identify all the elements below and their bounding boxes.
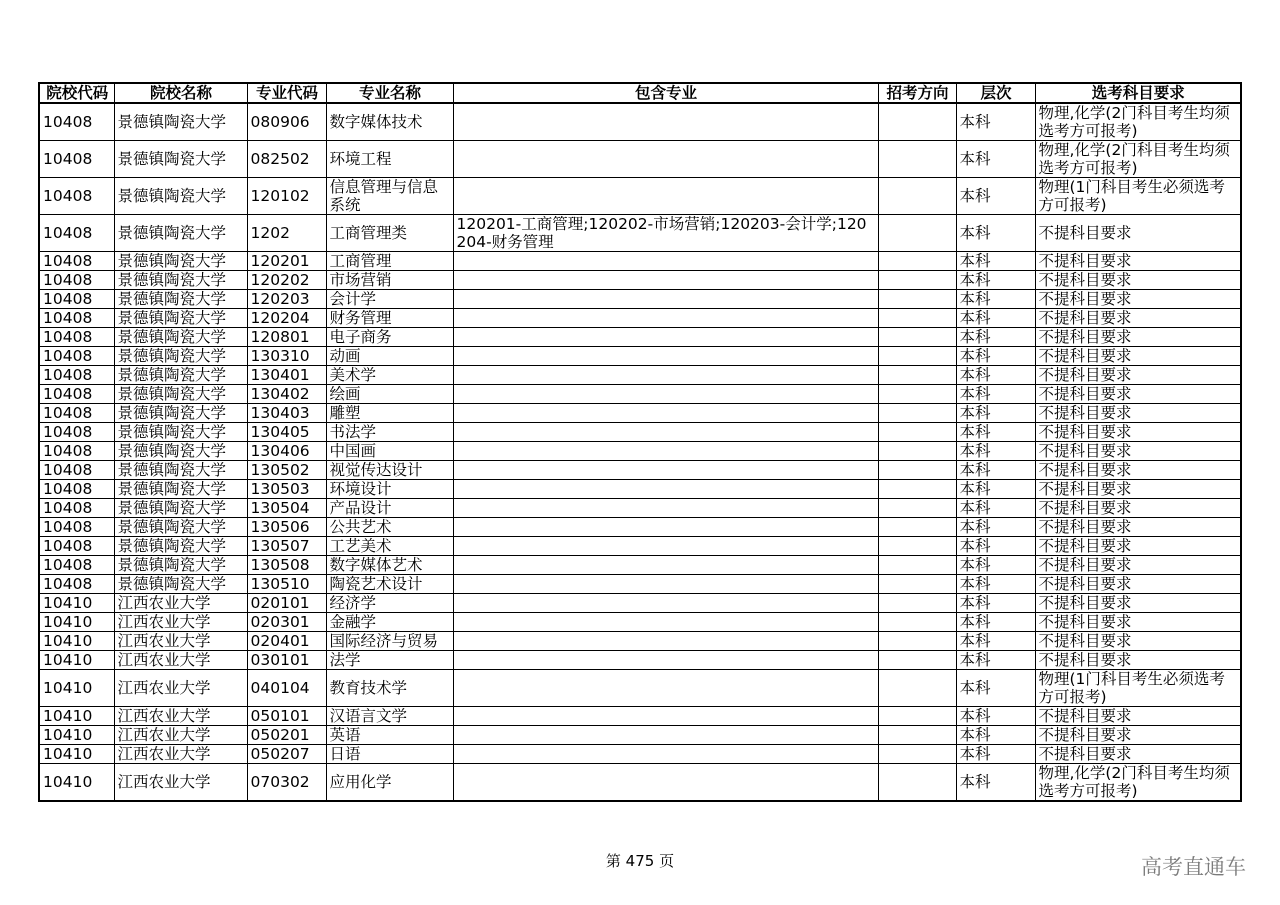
school-name-cell: 景德镇陶瓷大学 (114, 518, 247, 537)
school-name-cell: 江西农业大学 (114, 632, 247, 651)
table-row (39, 518, 1241, 537)
admission-direction-cell (878, 745, 956, 764)
major-name-cell: 日语 (326, 745, 453, 764)
school-name-cell: 景德镇陶瓷大学 (114, 178, 247, 215)
school-code-cell: 10408 (39, 252, 114, 271)
subject-requirement-cell: 不提科目要求 (1035, 556, 1241, 575)
level-cell: 本科 (956, 480, 1035, 499)
school-name-cell: 景德镇陶瓷大学 (114, 442, 247, 461)
major-code-cell: 120204 (247, 309, 326, 328)
table-row (39, 726, 1241, 745)
level-cell: 本科 (956, 404, 1035, 423)
major-name-cell: 环境设计 (326, 480, 453, 499)
subject-requirement-cell: 不提科目要求 (1035, 366, 1241, 385)
level-cell: 本科 (956, 556, 1035, 575)
table-row (39, 632, 1241, 651)
major-code-cell: 130502 (247, 461, 326, 480)
major-code-cell: 020401 (247, 632, 326, 651)
major-name-cell: 环境工程 (326, 141, 453, 178)
level-cell: 本科 (956, 461, 1035, 480)
subject-requirement-cell: 物理(1门科目考生必须选考方可报考) (1035, 178, 1241, 215)
level-cell: 本科 (956, 385, 1035, 404)
admission-direction-cell (878, 518, 956, 537)
school-name-cell: 江西农业大学 (114, 764, 247, 802)
school-code-cell: 10410 (39, 613, 114, 632)
major-code-cell: 1202 (247, 215, 326, 252)
major-name-cell: 工商管理类 (326, 215, 453, 252)
table-row (39, 271, 1241, 290)
major-code-cell: 050101 (247, 707, 326, 726)
school-name-cell: 景德镇陶瓷大学 (114, 556, 247, 575)
admission-direction-cell (878, 271, 956, 290)
school-code-cell: 10410 (39, 707, 114, 726)
table-header (39, 83, 1241, 103)
major-code-cell: 120203 (247, 290, 326, 309)
subject-requirement-cell: 不提科目要求 (1035, 252, 1241, 271)
level-cell: 本科 (956, 178, 1035, 215)
major-name-cell: 动画 (326, 347, 453, 366)
table-row (39, 141, 1241, 178)
major-name-cell: 经济学 (326, 594, 453, 613)
major-name-cell: 工商管理 (326, 252, 453, 271)
level-cell: 本科 (956, 290, 1035, 309)
included-majors-cell (453, 404, 878, 423)
included-majors-cell (453, 178, 878, 215)
admission-direction-cell (878, 461, 956, 480)
included-majors-cell (453, 499, 878, 518)
subject-requirement-cell: 不提科目要求 (1035, 632, 1241, 651)
major-name-cell: 市场营销 (326, 271, 453, 290)
school-code-cell: 10408 (39, 328, 114, 347)
header-major-name: 专业名称 (326, 83, 453, 103)
admission-direction-cell (878, 613, 956, 632)
admission-direction-cell (878, 252, 956, 271)
admission-direction-cell (878, 651, 956, 670)
school-code-cell: 10408 (39, 537, 114, 556)
table-row (39, 442, 1241, 461)
admission-direction-cell (878, 215, 956, 252)
major-code-cell: 130405 (247, 423, 326, 442)
included-majors-cell (453, 290, 878, 309)
level-cell: 本科 (956, 726, 1035, 745)
school-code-cell: 10408 (39, 423, 114, 442)
table-row (39, 575, 1241, 594)
major-name-cell: 法学 (326, 651, 453, 670)
school-code-cell: 10408 (39, 575, 114, 594)
subject-requirement-cell: 不提科目要求 (1035, 480, 1241, 499)
subject-requirement-cell: 不提科目要求 (1035, 215, 1241, 252)
major-name-cell: 产品设计 (326, 499, 453, 518)
included-majors-cell (453, 651, 878, 670)
level-cell: 本科 (956, 707, 1035, 726)
school-name-cell: 景德镇陶瓷大学 (114, 271, 247, 290)
major-name-cell: 绘画 (326, 385, 453, 404)
included-majors-cell (453, 537, 878, 556)
subject-requirement-cell: 物理(1门科目考生必须选考方可报考) (1035, 670, 1241, 707)
included-majors-cell (453, 518, 878, 537)
school-code-cell: 10408 (39, 103, 114, 141)
school-name-cell: 景德镇陶瓷大学 (114, 461, 247, 480)
level-cell: 本科 (956, 347, 1035, 366)
major-code-cell: 130506 (247, 518, 326, 537)
major-code-cell: 130510 (247, 575, 326, 594)
school-name-cell: 景德镇陶瓷大学 (114, 575, 247, 594)
subject-requirement-cell: 不提科目要求 (1035, 328, 1241, 347)
table-row (39, 556, 1241, 575)
included-majors-cell (453, 556, 878, 575)
school-code-cell: 10410 (39, 745, 114, 764)
major-name-cell: 工艺美术 (326, 537, 453, 556)
included-majors-cell (453, 480, 878, 499)
table-row (39, 461, 1241, 480)
major-code-cell: 130503 (247, 480, 326, 499)
subject-requirement-cell: 不提科目要求 (1035, 499, 1241, 518)
subject-requirement-cell: 物理,化学(2门科目考生均须选考方可报考) (1035, 764, 1241, 802)
included-majors-cell (453, 461, 878, 480)
included-majors-cell: 120201-工商管理;120202-市场营销;120203-会计学;120204-财务管理 (453, 215, 878, 252)
major-name-cell: 电子商务 (326, 328, 453, 347)
school-name-cell: 江西农业大学 (114, 651, 247, 670)
level-cell: 本科 (956, 594, 1035, 613)
admission-direction-cell (878, 764, 956, 802)
school-name-cell: 景德镇陶瓷大学 (114, 103, 247, 141)
major-code-cell: 130507 (247, 537, 326, 556)
header-school-name: 院校名称 (114, 83, 247, 103)
school-name-cell: 景德镇陶瓷大学 (114, 499, 247, 518)
school-code-cell: 10408 (39, 309, 114, 328)
included-majors-cell (453, 745, 878, 764)
level-cell: 本科 (956, 309, 1035, 328)
admission-direction-cell (878, 556, 956, 575)
admission-direction-cell (878, 404, 956, 423)
admission-direction-cell (878, 366, 956, 385)
major-code-cell: 130504 (247, 499, 326, 518)
school-name-cell: 景德镇陶瓷大学 (114, 215, 247, 252)
included-majors-cell (453, 309, 878, 328)
header-major-code: 专业代码 (247, 83, 326, 103)
included-majors-cell (453, 103, 878, 141)
admission-direction-cell (878, 178, 956, 215)
major-code-cell: 120801 (247, 328, 326, 347)
major-name-cell: 书法学 (326, 423, 453, 442)
school-name-cell: 景德镇陶瓷大学 (114, 252, 247, 271)
major-code-cell: 120201 (247, 252, 326, 271)
major-code-cell: 130401 (247, 366, 326, 385)
included-majors-cell (453, 385, 878, 404)
major-name-cell: 财务管理 (326, 309, 453, 328)
admission-direction-cell (878, 290, 956, 309)
school-code-cell: 10408 (39, 499, 114, 518)
included-majors-cell (453, 764, 878, 802)
major-code-cell: 050207 (247, 745, 326, 764)
subject-requirement-cell: 不提科目要求 (1035, 461, 1241, 480)
school-code-cell: 10408 (39, 385, 114, 404)
school-code-cell: 10408 (39, 178, 114, 215)
table-row (39, 423, 1241, 442)
watermark-text: 高考直通车 (1141, 855, 1246, 879)
subject-requirement-cell: 不提科目要求 (1035, 726, 1241, 745)
header-included-majors: 包含专业 (453, 83, 878, 103)
admission-direction-cell (878, 385, 956, 404)
admission-direction-cell (878, 499, 956, 518)
major-name-cell: 信息管理与信息系统 (326, 178, 453, 215)
school-name-cell: 景德镇陶瓷大学 (114, 480, 247, 499)
level-cell: 本科 (956, 141, 1035, 178)
school-name-cell: 景德镇陶瓷大学 (114, 347, 247, 366)
subject-requirement-cell: 不提科目要求 (1035, 518, 1241, 537)
school-code-cell: 10408 (39, 290, 114, 309)
school-code-cell: 10408 (39, 141, 114, 178)
table-body (39, 103, 1241, 801)
admission-direction-cell (878, 442, 956, 461)
school-code-cell: 10410 (39, 594, 114, 613)
subject-requirement-cell: 不提科目要求 (1035, 745, 1241, 764)
admission-direction-cell (878, 726, 956, 745)
major-code-cell: 020101 (247, 594, 326, 613)
level-cell: 本科 (956, 366, 1035, 385)
level-cell: 本科 (956, 499, 1035, 518)
school-code-cell: 10408 (39, 442, 114, 461)
included-majors-cell (453, 726, 878, 745)
included-majors-cell (453, 141, 878, 178)
table-row (39, 764, 1241, 802)
major-code-cell: 130403 (247, 404, 326, 423)
table-row (39, 613, 1241, 632)
level-cell: 本科 (956, 103, 1035, 141)
admission-direction-cell (878, 707, 956, 726)
major-code-cell: 082502 (247, 141, 326, 178)
subject-requirement-cell: 物理,化学(2门科目考生均须选考方可报考) (1035, 141, 1241, 178)
level-cell: 本科 (956, 632, 1035, 651)
level-cell: 本科 (956, 745, 1035, 764)
subject-requirement-cell: 不提科目要求 (1035, 385, 1241, 404)
school-code-cell: 10410 (39, 726, 114, 745)
school-code-cell: 10410 (39, 651, 114, 670)
admission-direction-cell (878, 423, 956, 442)
major-name-cell: 中国画 (326, 442, 453, 461)
admission-direction-cell (878, 670, 956, 707)
school-name-cell: 景德镇陶瓷大学 (114, 366, 247, 385)
major-code-cell: 130508 (247, 556, 326, 575)
major-name-cell: 数字媒体艺术 (326, 556, 453, 575)
subject-requirement-cell: 不提科目要求 (1035, 594, 1241, 613)
school-code-cell: 10408 (39, 518, 114, 537)
major-name-cell: 教育技术学 (326, 670, 453, 707)
school-name-cell: 江西农业大学 (114, 594, 247, 613)
school-code-cell: 10410 (39, 670, 114, 707)
school-name-cell: 江西农业大学 (114, 613, 247, 632)
school-name-cell: 景德镇陶瓷大学 (114, 537, 247, 556)
major-name-cell: 美术学 (326, 366, 453, 385)
school-code-cell: 10410 (39, 764, 114, 802)
major-code-cell: 050201 (247, 726, 326, 745)
level-cell: 本科 (956, 537, 1035, 556)
table-row (39, 385, 1241, 404)
school-name-cell: 景德镇陶瓷大学 (114, 385, 247, 404)
major-code-cell: 020301 (247, 613, 326, 632)
level-cell: 本科 (956, 670, 1035, 707)
admission-direction-cell (878, 103, 956, 141)
level-cell: 本科 (956, 651, 1035, 670)
table-row (39, 745, 1241, 764)
school-code-cell: 10410 (39, 632, 114, 651)
table-row (39, 252, 1241, 271)
subject-requirement-cell: 不提科目要求 (1035, 271, 1241, 290)
header-school-code: 院校代码 (39, 83, 114, 103)
school-name-cell: 景德镇陶瓷大学 (114, 404, 247, 423)
header-admission-direction: 招考方向 (878, 83, 956, 103)
school-name-cell: 江西农业大学 (114, 670, 247, 707)
subject-requirement-cell: 不提科目要求 (1035, 613, 1241, 632)
included-majors-cell (453, 252, 878, 271)
page-number: 第 475 页 (605, 852, 675, 870)
major-name-cell: 汉语言文学 (326, 707, 453, 726)
admission-direction-cell (878, 480, 956, 499)
admission-direction-cell (878, 309, 956, 328)
school-code-cell: 10408 (39, 461, 114, 480)
major-name-cell: 应用化学 (326, 764, 453, 802)
school-name-cell: 景德镇陶瓷大学 (114, 423, 247, 442)
major-code-cell: 080906 (247, 103, 326, 141)
major-code-cell: 130310 (247, 347, 326, 366)
subject-requirement-cell: 不提科目要求 (1035, 404, 1241, 423)
table-row (39, 366, 1241, 385)
table-row (39, 480, 1241, 499)
table-row (39, 178, 1241, 215)
subject-requirement-cell: 物理,化学(2门科目考生均须选考方可报考) (1035, 103, 1241, 141)
subject-requirement-cell: 不提科目要求 (1035, 347, 1241, 366)
table-row (39, 347, 1241, 366)
table-row (39, 651, 1241, 670)
major-code-cell: 130406 (247, 442, 326, 461)
subject-requirement-cell: 不提科目要求 (1035, 707, 1241, 726)
school-code-cell: 10408 (39, 347, 114, 366)
level-cell: 本科 (956, 613, 1035, 632)
school-name-cell: 景德镇陶瓷大学 (114, 141, 247, 178)
level-cell: 本科 (956, 764, 1035, 802)
admission-table (38, 82, 1242, 802)
level-cell: 本科 (956, 518, 1035, 537)
major-name-cell: 会计学 (326, 290, 453, 309)
major-name-cell: 英语 (326, 726, 453, 745)
header-row (39, 83, 1241, 103)
level-cell: 本科 (956, 575, 1035, 594)
major-name-cell: 公共艺术 (326, 518, 453, 537)
admission-direction-cell (878, 328, 956, 347)
school-name-cell: 景德镇陶瓷大学 (114, 290, 247, 309)
major-code-cell: 120202 (247, 271, 326, 290)
admission-direction-cell (878, 632, 956, 651)
included-majors-cell (453, 707, 878, 726)
school-name-cell: 江西农业大学 (114, 707, 247, 726)
school-name-cell: 景德镇陶瓷大学 (114, 328, 247, 347)
included-majors-cell (453, 632, 878, 651)
included-majors-cell (453, 442, 878, 461)
level-cell: 本科 (956, 252, 1035, 271)
school-code-cell: 10408 (39, 404, 114, 423)
included-majors-cell (453, 271, 878, 290)
included-majors-cell (453, 423, 878, 442)
table-row (39, 594, 1241, 613)
school-name-cell: 江西农业大学 (114, 726, 247, 745)
subject-requirement-cell: 不提科目要求 (1035, 575, 1241, 594)
major-code-cell: 070302 (247, 764, 326, 802)
table-row (39, 404, 1241, 423)
subject-requirement-cell: 不提科目要求 (1035, 442, 1241, 461)
level-cell: 本科 (956, 442, 1035, 461)
table-row (39, 707, 1241, 726)
level-cell: 本科 (956, 215, 1035, 252)
header-level: 层次 (956, 83, 1035, 103)
admission-direction-cell (878, 537, 956, 556)
admission-direction-cell (878, 575, 956, 594)
included-majors-cell (453, 366, 878, 385)
included-majors-cell (453, 613, 878, 632)
table-row (39, 309, 1241, 328)
admission-direction-cell (878, 594, 956, 613)
school-code-cell: 10408 (39, 366, 114, 385)
table-row (39, 328, 1241, 347)
major-name-cell: 国际经济与贸易 (326, 632, 453, 651)
subject-requirement-cell: 不提科目要求 (1035, 309, 1241, 328)
table-row (39, 103, 1241, 141)
school-code-cell: 10408 (39, 215, 114, 252)
included-majors-cell (453, 347, 878, 366)
subject-requirement-cell: 不提科目要求 (1035, 537, 1241, 556)
table-row (39, 290, 1241, 309)
table-row (39, 499, 1241, 518)
admission-direction-cell (878, 141, 956, 178)
table-row (39, 537, 1241, 556)
subject-requirement-cell: 不提科目要求 (1035, 423, 1241, 442)
header-subject-requirement: 选考科目要求 (1035, 83, 1241, 103)
major-name-cell: 陶瓷艺术设计 (326, 575, 453, 594)
major-code-cell: 040104 (247, 670, 326, 707)
level-cell: 本科 (956, 271, 1035, 290)
admission-direction-cell (878, 347, 956, 366)
school-code-cell: 10408 (39, 556, 114, 575)
included-majors-cell (453, 328, 878, 347)
included-majors-cell (453, 594, 878, 613)
major-code-cell: 030101 (247, 651, 326, 670)
table-row (39, 215, 1241, 252)
included-majors-cell (453, 670, 878, 707)
included-majors-cell (453, 575, 878, 594)
school-code-cell: 10408 (39, 480, 114, 499)
major-code-cell: 130402 (247, 385, 326, 404)
level-cell: 本科 (956, 328, 1035, 347)
major-name-cell: 雕塑 (326, 404, 453, 423)
major-name-cell: 数字媒体技术 (326, 103, 453, 141)
subject-requirement-cell: 不提科目要求 (1035, 290, 1241, 309)
school-code-cell: 10408 (39, 271, 114, 290)
subject-requirement-cell: 不提科目要求 (1035, 651, 1241, 670)
major-name-cell: 视觉传达设计 (326, 461, 453, 480)
major-code-cell: 120102 (247, 178, 326, 215)
major-name-cell: 金融学 (326, 613, 453, 632)
school-name-cell: 景德镇陶瓷大学 (114, 309, 247, 328)
table-row (39, 670, 1241, 707)
school-name-cell: 江西农业大学 (114, 745, 247, 764)
level-cell: 本科 (956, 423, 1035, 442)
